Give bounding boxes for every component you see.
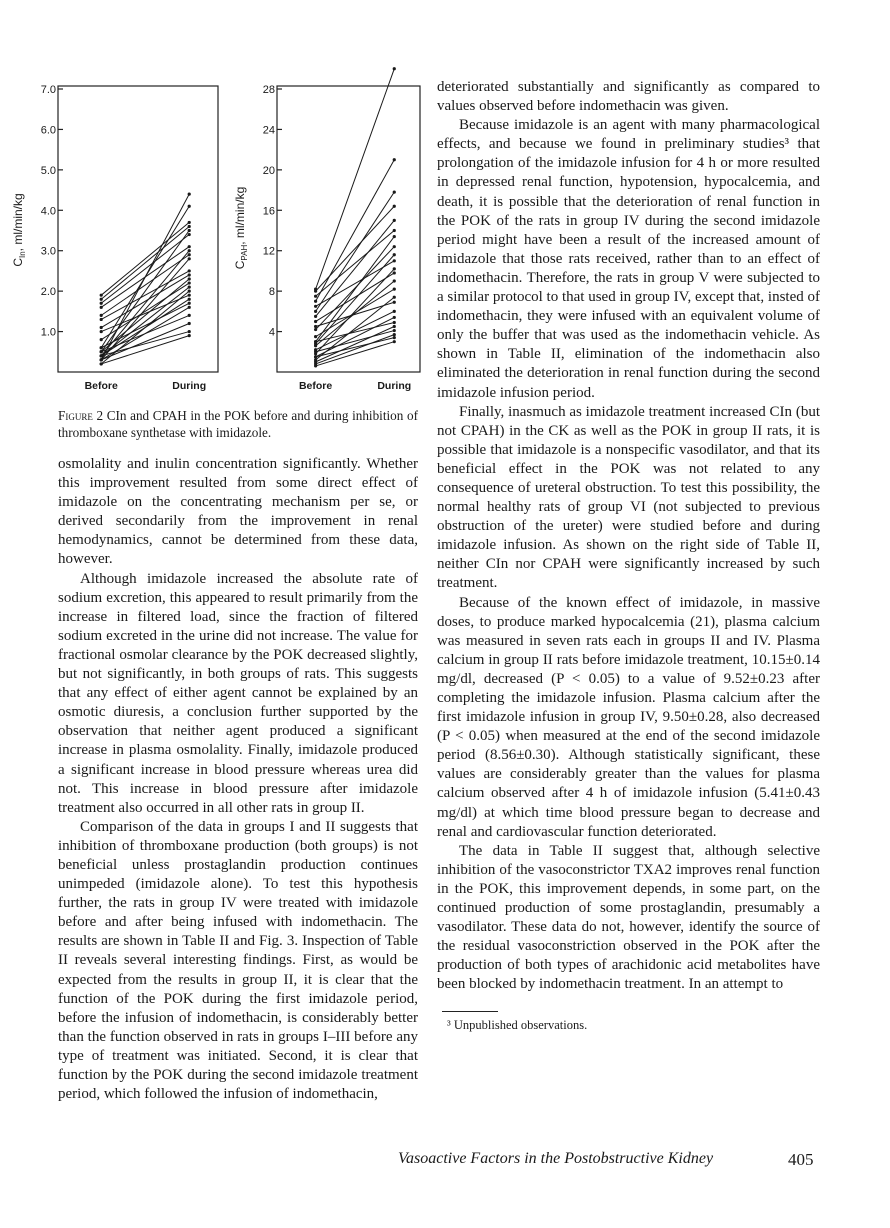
cin-during-point bbox=[188, 334, 191, 337]
cpah-during-point bbox=[393, 253, 396, 256]
cpah-y-tick-label: 12 bbox=[262, 245, 275, 258]
cin-before-point bbox=[100, 350, 103, 353]
cpah-during-point bbox=[393, 271, 396, 274]
figure-caption bbox=[58, 407, 418, 441]
cin-during-point bbox=[188, 229, 191, 232]
figure-caption-text: CIn and CPAH in the POK before and during inhibition of thromboxane synthetase with imidazole. bbox=[58, 408, 418, 440]
footnote: ³ Unpublished observations. bbox=[447, 1018, 588, 1032]
cpah-during-point bbox=[393, 190, 396, 193]
cin-during-point bbox=[188, 269, 191, 272]
cpah-during-point bbox=[393, 235, 396, 238]
cpah-x-category-label: During bbox=[377, 380, 412, 392]
cin-before-point bbox=[100, 326, 103, 329]
cin-before-point bbox=[100, 330, 103, 333]
cpah-rat-line bbox=[316, 206, 395, 291]
cin-rat-line bbox=[101, 271, 189, 320]
cpah-before-point bbox=[314, 355, 317, 358]
cpah-before-point bbox=[314, 300, 317, 303]
cpah-during-point bbox=[393, 205, 396, 208]
cin-during-point bbox=[188, 330, 191, 333]
cin-y-tick-label: 1.0 bbox=[40, 326, 56, 339]
cpah-during-point bbox=[393, 325, 396, 328]
cpah-before-point bbox=[314, 315, 317, 318]
cin-rat-line bbox=[101, 299, 189, 356]
cin-during-point bbox=[188, 306, 191, 309]
cin-during-point bbox=[188, 193, 191, 196]
cin-rat-line bbox=[101, 255, 189, 316]
right-paragraph: deteriorated substantially and significantly as compared to values observed before indomethacin was given. bbox=[437, 79, 820, 115]
cin-y-tick-label: 6.0 bbox=[40, 124, 56, 137]
cpah-plot-frame bbox=[277, 86, 420, 372]
cin-y-tick-label: 5.0 bbox=[40, 164, 56, 177]
cpah-during-point bbox=[393, 267, 396, 270]
left-paragraph: osmolality and inulin concentration significantly. Whether this improvement resulted from some direct effect of imidazole on the concentrating mechanism per se, or derived secondarily from the improvement in renal hemodynamics, cannot be determined from these data, however. bbox=[58, 456, 418, 568]
cin-before-point bbox=[100, 346, 103, 349]
cpah-y-axis-label bbox=[233, 187, 249, 270]
cin-during-point bbox=[188, 245, 191, 248]
cin-before-point bbox=[100, 354, 103, 357]
cin-y-tick-label: 2.0 bbox=[40, 286, 56, 299]
cpah-during-point bbox=[393, 321, 396, 324]
cin-during-point bbox=[188, 253, 191, 256]
cpah-during-point bbox=[393, 158, 396, 161]
figure-caption-label: Figure 2 bbox=[58, 408, 104, 423]
left-paragraph: Comparison of the data in groups I and II suggests that inhibition of thromboxane production (both groups) is not beneficial unless prostaglandin production continues unimpeded (imidazole alone). To test this hypothesis further, the rats in group IV were treated with imidazole before and after being infused with indomethacin. The results are shown in Table II and Fig. 3. Inspection of Table II reveals several interesting findings. First, as would be expected from the results in group II, it is clear that the function of the POK during the first imidazole period, before the infusion of indomethacin, is considerably better than the function observed in rats in groups I–III before any type of treatment was initiated. Second, it is clear that function by the POK during the second imidazole treatment period, which followed the infusion of indomethacin, bbox=[58, 818, 418, 1103]
cpah-during-point bbox=[393, 310, 396, 313]
cin-y-tick-label: 3.0 bbox=[40, 245, 56, 258]
cin-during-point bbox=[188, 221, 191, 224]
cin-before-point bbox=[100, 338, 103, 341]
cpah-during-point bbox=[393, 329, 396, 332]
cpah-before-point bbox=[314, 350, 317, 353]
cin-rat-line bbox=[101, 323, 189, 359]
right-paragraph: Because of the known effect of imidazole, in massive doses, to produce marked hypocalcemia (21), plasma calcium was measured in seven rats each in groups II and IV. Plasma calcium in group II rats before imidazole treatment, 10.15±0.14 mg/dl, decreased (P < 0.05) to a value of 9.52±0.23 after completing the imidazole infusion. Plasma calcium after the first imidazole infusion in group IV, 9.50±0.28, also decreased (P < 0.05) when measured at the end of the second imidazole period (8.56±0.30). Although statistically significant, these values are considerably greater than the values for plasma calcium observed after 4 h of imidazole infusion (5.41±0.43 mg/dl) at which time blood pressure began to decrease and renal and cardiovascular function deteriorated. bbox=[437, 594, 820, 840]
cin-during-point bbox=[188, 302, 191, 305]
cpah-before-point bbox=[314, 340, 317, 343]
running-head: Vasoactive Factors in the Postobstructive Kidney bbox=[398, 1150, 714, 1167]
cin-rat-line bbox=[101, 226, 189, 299]
cin-y-axis-label bbox=[11, 193, 27, 266]
cin-before-point bbox=[100, 302, 103, 305]
cin-rat-line bbox=[101, 247, 189, 308]
cpah-before-point bbox=[314, 320, 317, 323]
cpah-during-point bbox=[393, 296, 396, 299]
page-number: 405 bbox=[788, 1150, 814, 1169]
cpah-before-point bbox=[314, 295, 317, 298]
cpah-rat-line bbox=[316, 69, 395, 289]
cpah-rat-line bbox=[316, 231, 395, 297]
cpah-rat-line bbox=[316, 289, 395, 337]
cpah-y-tick-label: 8 bbox=[268, 286, 275, 299]
cin-during-point bbox=[188, 273, 191, 276]
cpah-y-tick-label: 4 bbox=[268, 326, 275, 339]
cin-rat-line bbox=[101, 222, 189, 295]
cpah-before-point bbox=[314, 310, 317, 313]
cpah-during-point bbox=[393, 67, 396, 70]
cpah-during-point bbox=[393, 229, 396, 232]
cpah-during-point bbox=[393, 259, 396, 262]
svg-text:CIn, ml/min/kg: $C_{In}$, ml/min/kg bbox=[11, 193, 27, 267]
cpah-before-point bbox=[314, 290, 317, 293]
cpah-x-category-label: Before bbox=[298, 380, 333, 392]
cin-before-point bbox=[100, 314, 103, 317]
cin-during-point bbox=[188, 314, 191, 317]
cin-rat-line bbox=[101, 287, 189, 356]
cin-during-point bbox=[188, 286, 191, 289]
cpah-during-point bbox=[393, 301, 396, 304]
cin-during-point bbox=[188, 233, 191, 236]
cpah-before-point bbox=[314, 364, 317, 367]
cin-before-point bbox=[100, 358, 103, 361]
cpah-y-tick-label: 16 bbox=[262, 205, 275, 218]
left-column-text bbox=[58, 455, 418, 1104]
figure-2 bbox=[0, 0, 440, 400]
cin-rat-line bbox=[101, 275, 189, 328]
left-paragraph: Although imidazole increased the absolute rate of sodium excretion, this appeared to result primarily from the increase in filtered load, since the fraction of filtered sodium excreted in the urine did not increase. The value for fractional osmolar clearance by the POK decreased slightly, but not significantly, in both groups of rats. This suggests that any effect of either agent cannot be explained by an osmotic diuresis, a conclusion further supported by the observation that neither agent produced a significant increase in plasma osmolality. Finally, imidazole produced a significant increase in blood pressure whereas urea did not. This increase in blood pressure after imidazole treatment also occurred in all other rats in group II. bbox=[58, 570, 418, 816]
cin-before-point bbox=[100, 362, 103, 365]
svg-text:CPAH, ml/min/kg: $C_{PAH}$, ml/min/kg bbox=[233, 186, 249, 270]
cin-during-point bbox=[188, 225, 191, 228]
right-paragraph: Because imidazole is an agent with many pharmacological effects, and because we found in preliminary studies³ that prolongation of the imidazole infusion for 4 h or more resulted in depressed renal function, hypotension, hypocalcemia, and death, it is possible that the deterioration of renal function in the POK of the rats in group IV during the second imidazole period might have been a result of the increased amount of imidazole that those rats received, rather than to an effect of indomethacin. Therefore, the rats in group V were subjected to a similar protocol to that used in group IV, except that, insted of indomethacin, they were infused with an equivalent volume of only the buffer that was used as the indomethacin vehicle. As shown in Table II, elimination of the indomethacin also eliminated the deterioration in renal function during the second imidazole infusion period. bbox=[437, 117, 820, 401]
cin-during-point bbox=[188, 257, 191, 260]
cin-before-point bbox=[100, 298, 103, 301]
cpah-during-point bbox=[393, 333, 396, 336]
cpah-before-point bbox=[314, 335, 317, 338]
cin-panel bbox=[11, 84, 218, 392]
cin-during-point bbox=[188, 290, 191, 293]
cin-x-category-label: During bbox=[172, 380, 207, 392]
cpah-during-point bbox=[393, 316, 396, 319]
right-paragraph: The data in Table II suggest that, although selective inhibition of the vasoconstrictor TXA2 improves renal function in the POK, this improvement depends, in some part, on the continued production of some prostaglandin, presumably a vasodilator. These data do not, however, identify the source of the residual vasoconstriction observed in the POK after the production of both types of arachidonic acid metabolites have been blocked by indomethacin treatment. In an attempt to bbox=[437, 842, 820, 993]
cpah-before-point bbox=[314, 325, 317, 328]
cin-rat-line bbox=[101, 235, 189, 304]
cin-rat-line bbox=[101, 295, 189, 331]
cin-during-point bbox=[188, 322, 191, 325]
cin-before-point bbox=[100, 306, 103, 309]
cpah-y-tick-label: 28 bbox=[262, 84, 275, 96]
right-column-text bbox=[437, 78, 820, 995]
cin-rat-line bbox=[101, 259, 189, 360]
right-paragraph: Finally, inasmuch as imidazole treatment increased CIn (but not CPAH) in the CK as well as the POK in group II rats, it is possible that imidazole is a nonspecific vasodilator, and that its beneficial effect in the POK was not related to any consequence of ureteral obstruction. To test this possibility, the normal healthy rats of group VI (not subjected to previous obstruction of the ureter) were studied before and during imidazole infusion. As shown on the right side of Table II, neither CIn nor CPAH were significantly increased by such treatment. bbox=[437, 403, 820, 592]
cpah-panel bbox=[233, 67, 420, 392]
cin-during-point bbox=[188, 281, 191, 284]
cin-during-point bbox=[188, 249, 191, 252]
cpah-during-point bbox=[393, 340, 396, 343]
cin-x-category-label: Before bbox=[84, 380, 118, 392]
cpah-before-point bbox=[314, 344, 317, 347]
cin-during-point bbox=[188, 294, 191, 297]
cpah-y-tick-label: 24 bbox=[262, 124, 275, 137]
cin-during-point bbox=[188, 298, 191, 301]
cpah-y-tick-label: 20 bbox=[262, 164, 275, 177]
cpah-during-point bbox=[393, 245, 396, 248]
cpah-before-point bbox=[314, 305, 317, 308]
cin-during-point bbox=[188, 205, 191, 208]
cin-during-point bbox=[188, 277, 191, 280]
cpah-during-point bbox=[393, 336, 396, 339]
cpah-during-point bbox=[393, 279, 396, 282]
cin-y-tick-label: 7.0 bbox=[40, 84, 56, 96]
cpah-during-point bbox=[393, 288, 396, 291]
cin-before-point bbox=[100, 294, 103, 297]
cpah-before-point bbox=[314, 328, 317, 331]
cin-y-tick-label: 4.0 bbox=[40, 205, 56, 218]
cin-before-point bbox=[100, 318, 103, 321]
cpah-during-point bbox=[393, 219, 396, 222]
footnote-rule bbox=[442, 1011, 498, 1012]
